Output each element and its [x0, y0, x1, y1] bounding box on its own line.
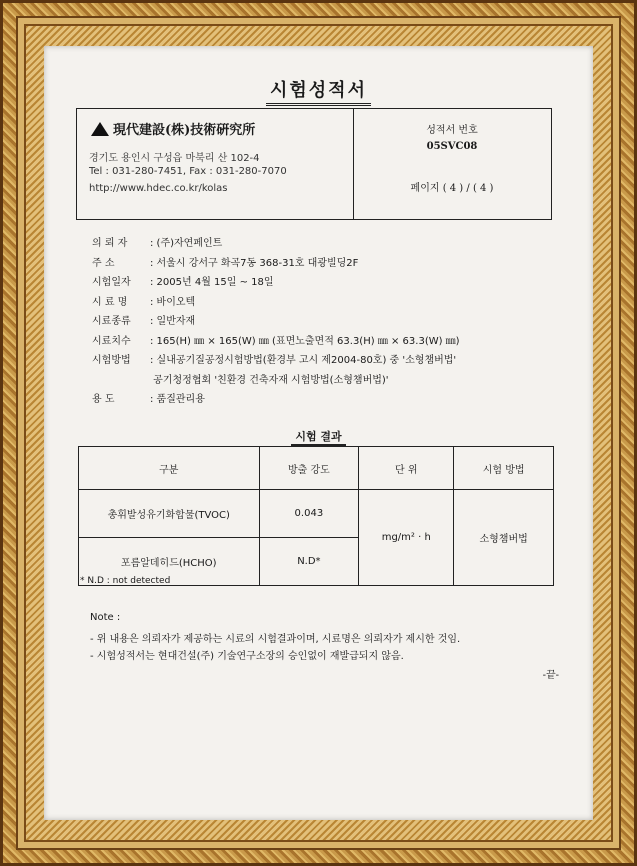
company-url: http://www.hdec.co.kr/kolas: [89, 183, 228, 194]
end-mark: -끝-: [542, 670, 559, 681]
info-label: 시험일자: [92, 277, 131, 288]
report-number: 05SVC08: [426, 141, 478, 152]
info-label: 시 료 명: [92, 296, 128, 308]
certificate-paper: [44, 46, 593, 820]
note-line: - 위 내용은 의뢰자가 제공하는 시료의 시험결과이며, 시료명은 의뢰자가 제시한 것임.: [90, 634, 461, 645]
row-item: 포름알데히드(HCHO): [79, 538, 260, 586]
header-method: 시험 방법: [454, 447, 554, 490]
row-value: 0.043: [259, 490, 359, 538]
header-value: 방출 강도: [259, 447, 359, 490]
info-row: [92, 390, 205, 405]
info-value: : 165(H) ㎜ × 165(W) ㎜ (표면노출면적 63.3(H) ㎜ × 63.3(W) ㎜): [150, 335, 460, 347]
header-box: [76, 108, 552, 220]
info-value: : 2005년 4월 15일 ~ 18일: [150, 277, 274, 288]
table-header-row: [79, 447, 554, 490]
info-row: [92, 234, 222, 249]
info-row: [92, 351, 456, 366]
company-name-text: 現代建設(株)技術硏究所: [113, 123, 256, 138]
note-header: Note :: [90, 612, 121, 623]
triangle-logo-icon: [91, 122, 109, 136]
header-item: 구분: [79, 447, 260, 490]
info-row: [92, 273, 274, 288]
document-title: 시험성적서: [266, 80, 371, 106]
report-number-label: 성적서 번호: [426, 125, 478, 136]
info-row: [92, 312, 195, 327]
results-table: [78, 446, 554, 586]
info-value: : 품질관리용: [150, 394, 205, 405]
company-tel-fax: Tel : 031-280-7451, Fax : 031-280-7070: [89, 166, 287, 177]
unit-cell: mg/m² · h: [359, 490, 454, 586]
info-value: : 일반자재: [150, 316, 196, 327]
report-page: 페이지 ( 4 ) / ( 4 ): [410, 183, 494, 194]
info-value: : 바이오텍: [150, 296, 196, 308]
info-value: : 실내공기질공정시험방법(환경부 고시 제2004-80호) 중 '소형챔버법': [150, 355, 457, 366]
info-row: [92, 332, 460, 347]
company-name: [91, 119, 255, 138]
info-value: : (주)자연페인트: [150, 238, 223, 249]
info-label: 용 도: [92, 394, 115, 405]
note-line: - 시험성적서는 현대건설(주) 기술연구소장의 승인없이 재발급되지 않음.: [90, 651, 404, 662]
info-label: 시험방법: [92, 355, 131, 366]
row-item: 총휘발성유기화합물(TVOC): [79, 490, 260, 538]
footnote: * N.D : not detected: [80, 576, 171, 586]
info-label: 시료종류: [92, 316, 131, 327]
row-value: N.D*: [259, 538, 359, 586]
info-label: 의 뢰 자: [92, 238, 128, 249]
info-label: 주 소: [92, 257, 115, 269]
info-row: [92, 371, 389, 386]
header-unit: 단 위: [359, 447, 454, 490]
method-cell: 소형챔버법: [454, 490, 554, 586]
results-title: 시험 결과: [291, 430, 345, 446]
info-row: [92, 293, 195, 308]
table-row: [79, 490, 554, 538]
info-value: : 서울시 강서구 화곡7동 368-31호 대광빌딩2F: [150, 257, 359, 269]
company-address: 경기도 용인시 구성읍 마북리 산 102-4: [89, 153, 260, 164]
info-label: 시료치수: [92, 335, 131, 347]
info-value: 공기청정협회 '친환경 건축자재 시험방법(소형챔버법)': [150, 374, 389, 386]
info-row: [92, 254, 358, 269]
